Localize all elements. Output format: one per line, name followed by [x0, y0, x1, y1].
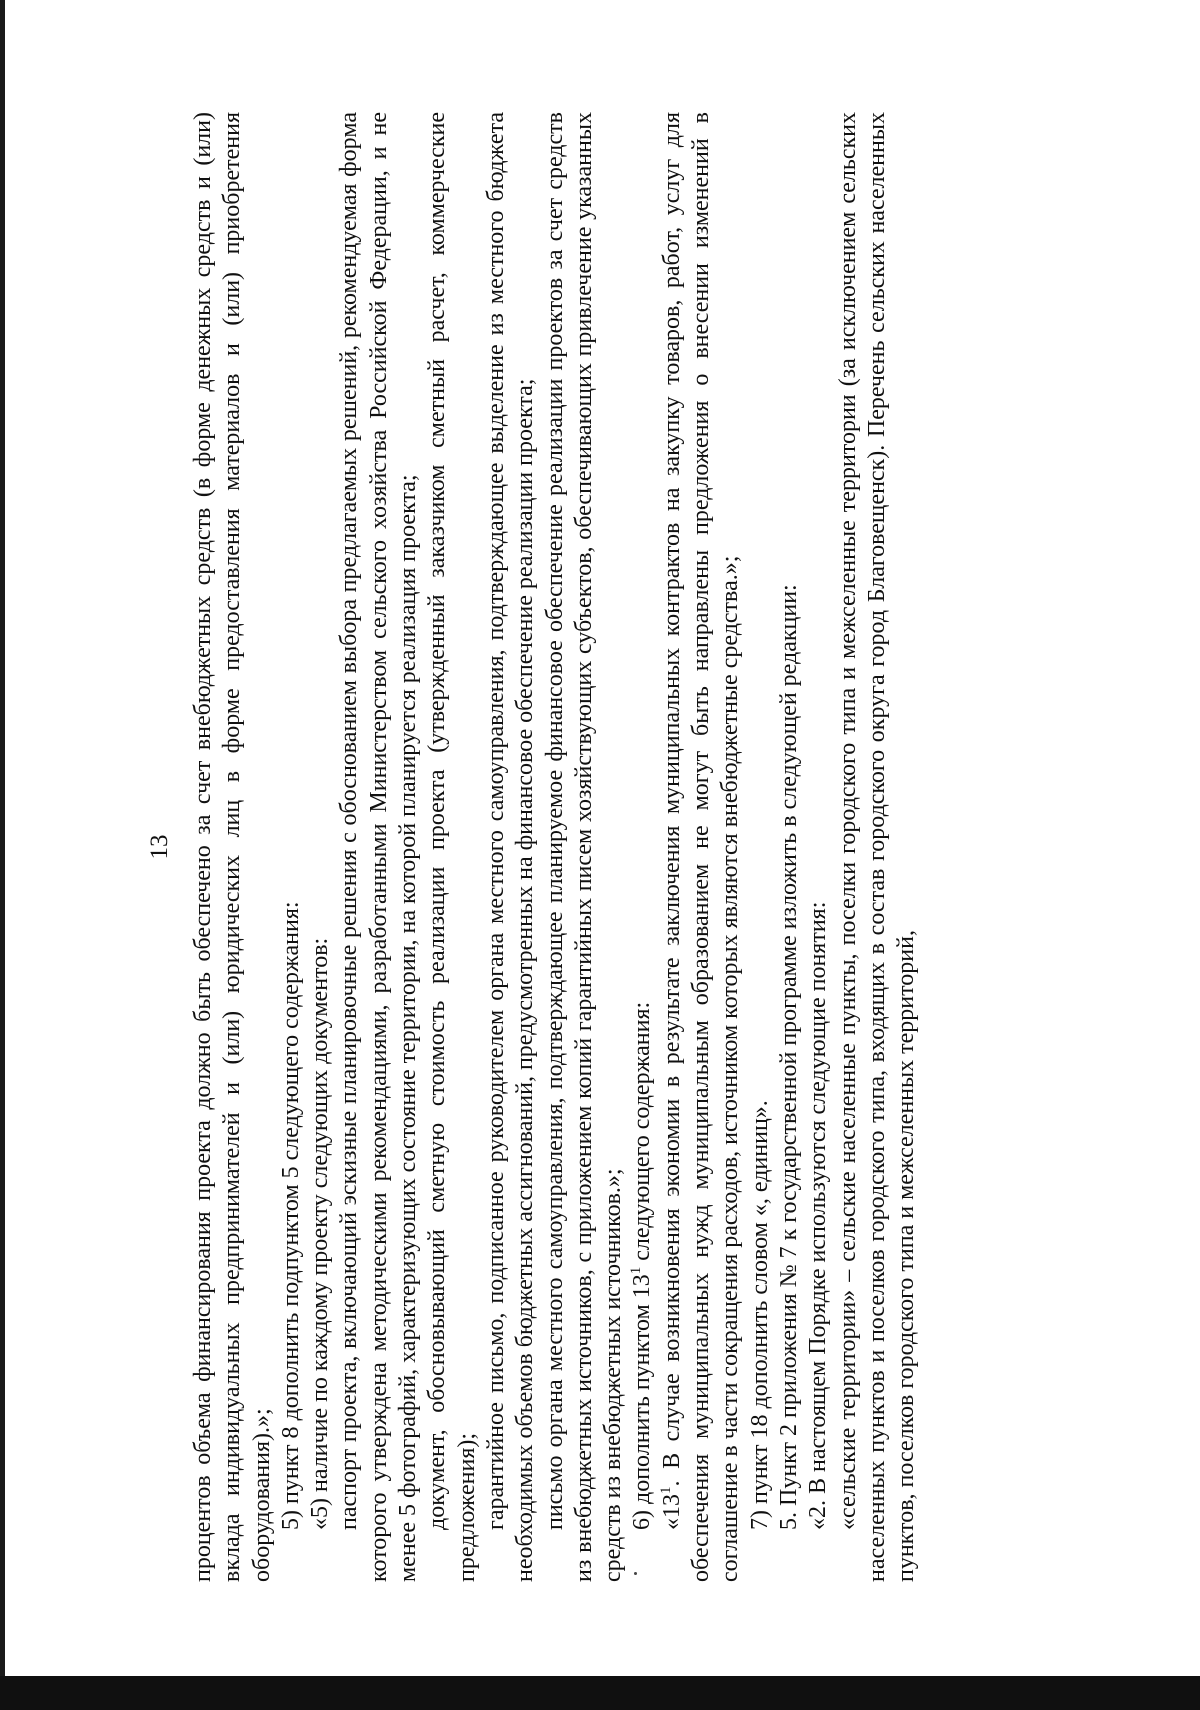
superscript: 1	[657, 1486, 674, 1494]
document-page	[145, 112, 1195, 1582]
paragraph: «5) наличие по каждому проекту следующих документов:	[307, 937, 334, 1530]
paragraph: 5) пункт 8 дополнить подпунктом 5 следующего содержания:	[277, 901, 304, 1530]
paragraph: документ, обосновывающий сметную стоимость реализации проекта (утвержденный заказчиком сметный расчет, коммерческие предложения);	[424, 112, 480, 1582]
page-left-edge	[0, 0, 5, 1710]
paragraph: 7) пункт 18 дополнить словом «, единиц».	[746, 1100, 773, 1530]
paragraph: «2. В настоящем Порядке используются следующие понятия:	[805, 901, 832, 1530]
paragraph: 5. Пункт 2 приложения № 7 к государственной программе изложить в следующей редакции:	[775, 584, 802, 1530]
document-body	[189, 112, 921, 1582]
paragraph-text: . В случае возникновения экономии в результате заключения муниципальных контрактов на закупку товаров, работ, услуг для обеспечения муниципальных нужд муниципальным образованием не могут быть направлены предложения о внесении изменений в соглашение в части сокращения расходов, источником которых являются внебюджетные средства.»;	[658, 112, 744, 1582]
paragraph-text: 6) дополнить пунктом 13	[629, 1274, 656, 1530]
paragraph: «сельские территории» – сельские населенные пункты, поселки городского типа и межселенные территории (за исключением сельских населенных пунктов и поселков городского типа, входящих в состав городского округа город Благовещенск). Перечень сельских населенных пунктов, поселков городского типа и межселенных территорий,	[834, 112, 920, 1582]
paragraph-text: следующего содержания:	[629, 1001, 656, 1267]
scan-bottom-bar	[0, 1676, 1200, 1710]
paragraph: письмо органа местного самоуправления, подтверждающее планируемое финансовое обеспечение реализации проектов за счет средств из внебюджетных источников, с приложением копий гарантийных писем хозяйствующих субъектов, обеспечивающих привлечение указанных средств из внебюджетных источников.»;	[541, 112, 627, 1582]
paragraph	[628, 112, 657, 1582]
paragraph: процентов объема финансирования проекта должно быть обеспечено за счет внебюджетных средств (в форме денежных средств и (или) вклада индивидуальных предпринимателей и (или) юридических лиц в форме предоставления материалов и (или) приобретения оборудования).»;	[190, 112, 275, 1582]
superscript: 1	[628, 1266, 645, 1275]
paragraph: гарантийное письмо, подписанное руководителем органа местного самоуправления, подтверждающее выделение из местного бюджета необходимых объемов бюджетных ассигнований, предусмотренных на финансовое обеспечение реализации проекта;	[482, 112, 539, 1582]
paragraph	[658, 112, 746, 1582]
paragraph: паспорт проекта, включающий эскизные планировочные решения с обоснованием выбора предлагаемых решений, рекомендуемая форма которого утверждена методическими рекомендациями, разработанными Министерством сельского хозяйства Российской Федерации, и не менее 5 фотографий, характеризующих состояние территории, на которой планируется реализация проекта;	[336, 112, 422, 1582]
paragraph-text: «13	[658, 1494, 685, 1530]
page-number: 13	[146, 834, 173, 860]
